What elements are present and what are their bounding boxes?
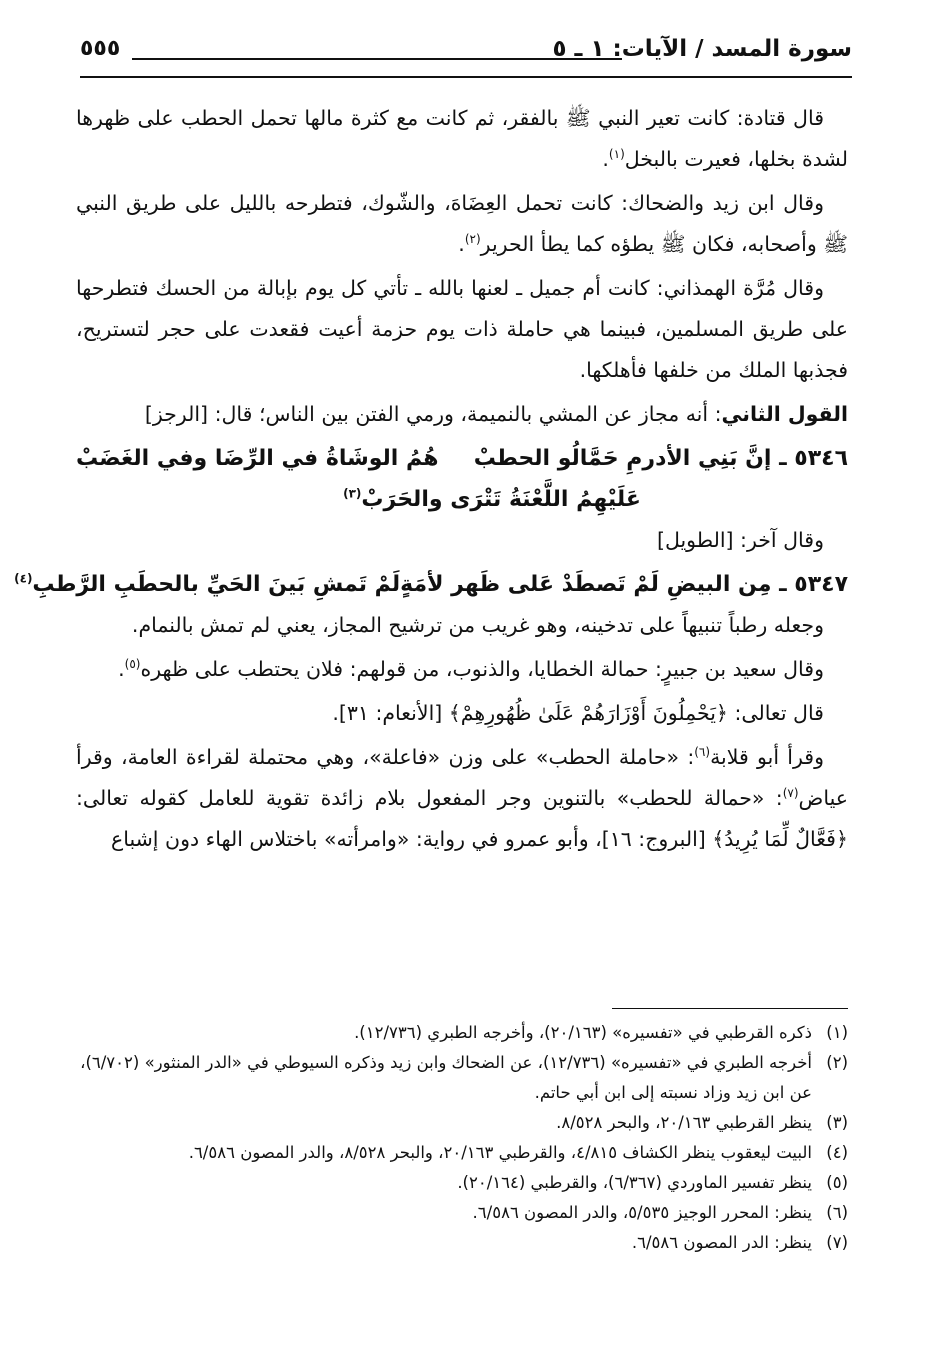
footnote-5: (٥) ينظر تفسير الماوردي (٦/٣٦٧)، والقرطبي (٢٠/١٦٤). [457, 1173, 848, 1192]
footnote-ref[interactable]: (٧) [782, 786, 799, 801]
verse-5346-line2: عَلَيْهِمُ اللَّعْنَةُ تَتْرَى والحَرَبْ$^{(٣)}$ [343, 486, 641, 512]
paragraph-explanation: وجعله رطباً تنبيهاً على تدخينه، وهو غريب من ترشيح المجاز، يعني لم تمش بالنمام. [131, 613, 824, 637]
footnote-ref[interactable]: (٣) [343, 486, 362, 501]
footnotes [76, 1018, 848, 1258]
footnote-separator [612, 1008, 848, 1009]
footnote-ref[interactable]: (١) [608, 147, 625, 162]
surah-title: سورة المسد / الآيات: ١ ـ ٥ [552, 36, 852, 62]
header-rule [80, 76, 852, 78]
footnote-1: (١) ذكره القرطبي في «تفسيره» (٢٠/١٦٣)، وأخرجه الطبري (١٢/٧٣٦). [354, 1023, 848, 1042]
page-number: ٥٥٥ [80, 36, 121, 61]
verse-5346-hemistich-1: ٥٣٤٦ ـ إنَّ بَنِي الأدرمِ حَمَّالُو الحطبْ [473, 446, 848, 471]
footnote-4: (٤) البيت ليعقوب ينظر الكشاف ٤/٨١٥، والقرطبي ٢٠/١٦٣، والبحر ٨/٥٢٨، والدر المصون ٦/٥٨٦. [188, 1143, 848, 1162]
footnote-2: (٢) أخرجه الطبري في «تفسيره» (١٢/٧٣٦)، عن الضحاك وابن زيد وذكره السيوطي في «الدر المنثور» (٦/٧٠٢)، عن ابن زيد وزاد نسبته إلى ابن أبي حاتم. [80, 1053, 848, 1102]
paragraph-readings: وقرأ أبو قلابة$^{(٦)}$: «حاملة الحطب» على وزن «فاعلة»، وهي محتملة لقراءة العامة، وقرأ عياض$^{(٧)}$: «حمالة للحطب» بالتنوين وجر المفعول بلام زائدة تقوية للعامل كقوله تعالى: ﴿فَعَّالٌ لِّمَا يُرِيدُ﴾ [البروج: ١٦]، وأبو عمرو في رواية: «وامرأته» باختلاس الهاء دون إشباع [76, 745, 848, 851]
footnote-ref[interactable]: (٢) [464, 232, 481, 247]
main-text [14, 98, 848, 863]
verse-5347-hemistich-2: لَمْ تَمشِ بَينَ الحَيِّ بالحطَبِ الرَّطبِ$^{(٤)}$ [14, 571, 401, 597]
paragraph-second-opinion: القول الثاني: أنه مجاز عن المشي بالنميمة، ورمي الفتن بين الناس؛ قال: [الرجز] [144, 402, 848, 426]
paragraph-quran-quote: قال تعالى: ﴿يَحْمِلُونَ أَوْزَارَهُمْ عَلَىٰ ظُهُورِهِمْ﴾ [الأنعام: ٣١]. [332, 701, 824, 725]
footnote-7: (٧) ينظر: الدر المصون ٦/٥٨٦. [631, 1233, 848, 1252]
footnote-ref[interactable]: (٥) [124, 657, 141, 672]
second-opinion-label: القول الثاني [721, 402, 848, 426]
paragraph-ibn-zayd: وقال ابن زيد والضحاك: كانت تحمل العِضَاهَ، والشّوك، فتطرحه بالليل على طريق النبي ﷺ وأصحابه، فكان ﷺ يطؤه كما يطأ الحرير$^{(٢)}$. [76, 191, 848, 256]
verse-5346-hemistich-2: هُمُ الوشَاةُ في الرِّضَا وفي الغَضَبْ [76, 446, 439, 471]
paragraph-murra: وقال مُرَّة الهمذاني: كانت أم جميل ـ لعنها بالله ـ تأتي كل يوم بإبالة من الحسك فتطرحها على طريق المسلمين، فبينما هي حاملة ذات يوم حزمة أعيت فقعدت على حجر لتستريح، فجذبها الملك من خلفها فأهلكها. [76, 276, 848, 382]
header-rule-short [132, 58, 622, 60]
footnote-ref[interactable]: (٤) [14, 571, 33, 586]
footnote-3: (٣) ينظر القرطبي ٢٠/١٦٣، والبحر ٨/٥٢٨. [556, 1113, 848, 1132]
footnote-ref[interactable]: (٦) [694, 745, 711, 760]
paragraph-said-ibn-jubayr: وقال سعيد بن جبيرٍ: حمالة الخطايا، والذنوب، من قولهم: فلان يحتطب على ظهره$^{(٥)}$. [118, 657, 824, 681]
footnote-6: (٦) ينظر: المحرر الوجيز ٥/٥٣٥، والدر المصون ٦/٥٨٦. [472, 1203, 848, 1222]
paragraph-qatada: قال قتادة: كانت تعير النبي ﷺ بالفقر، ثم كانت مع كثرة مالها تحمل الحطب على ظهرها لشدة بخلها، فعيرت بالبخل$^{(١)}$. [76, 106, 848, 171]
verse-5347 [14, 564, 848, 605]
page-header [80, 30, 852, 80]
paragraph-another: وقال آخر: [الطويل] [656, 528, 824, 552]
verse-5347-hemistich-1: ٥٣٤٧ ـ مِن البيضِ لَمْ تَصطَدْ عَلى ظَهر لأمَةٍ [400, 572, 848, 597]
verse-5346-line1 [76, 438, 848, 479]
